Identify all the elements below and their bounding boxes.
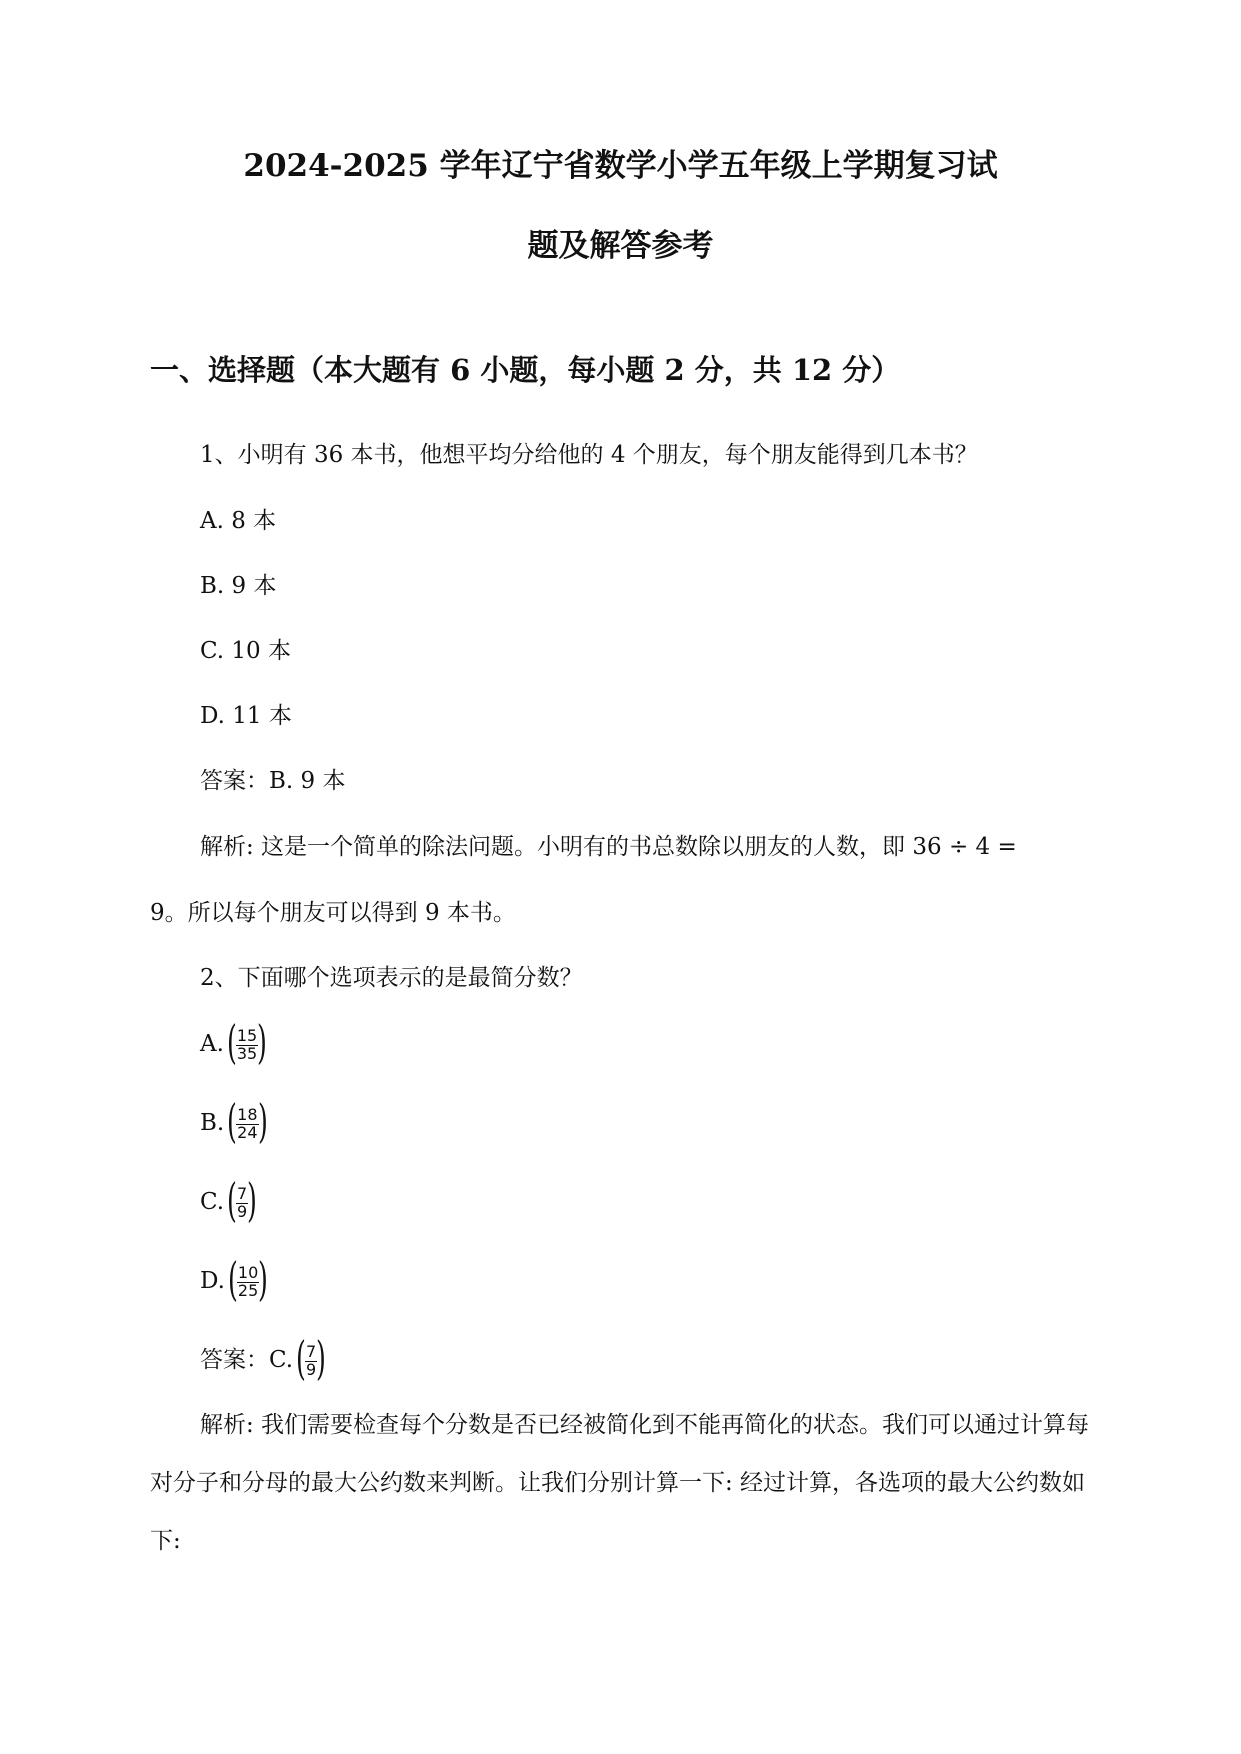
answer-prefix: 答案：C.: [200, 1347, 294, 1373]
right-paren: ): [316, 1331, 327, 1385]
fraction-d: [227, 1252, 269, 1306]
page-title-line-1: 2024-2025 学年辽宁省数学小学五年级上学期复习试: [243, 148, 998, 184]
fraction-b-numerator: 18: [237, 1104, 258, 1124]
question-1-analysis-line-1: 解析: 这是一个简单的除法问题。小明有的书总数除以朋友的人数，即 36 ÷ 4 =: [200, 834, 1017, 860]
answer-fraction: [296, 1331, 327, 1385]
right-paren: ): [247, 1173, 258, 1227]
question-1-option-b: B. 9 本: [200, 573, 277, 599]
left-paren: (: [227, 1252, 238, 1306]
answer-denominator: 9: [306, 1359, 317, 1379]
left-paren: (: [296, 1331, 307, 1385]
option-c-label: C.: [200, 1189, 225, 1215]
fraction-d-numerator: 10: [237, 1262, 259, 1282]
option-a-label: A.: [200, 1031, 224, 1057]
question-1-text: 1、小明有 36 本书，他想平均分给他的 4 个朋友，每个朋友能得到几本书？: [200, 442, 978, 468]
question-1-analysis-line-2: 9。所以每个朋友可以得到 9 本书。: [150, 900, 516, 926]
question-2-answer: [200, 1331, 327, 1385]
left-paren: (: [227, 1094, 238, 1148]
answer-numerator: 7: [306, 1341, 317, 1361]
right-paren: ): [257, 1094, 268, 1148]
fraction-a-denominator: 35: [236, 1043, 258, 1063]
right-paren: ): [257, 1015, 268, 1069]
page-title-line-2: 题及解答参考: [527, 228, 714, 264]
fraction-c-denominator: 9: [237, 1201, 248, 1221]
option-b-label: B.: [200, 1110, 225, 1136]
right-paren: ): [258, 1252, 269, 1306]
question-1-answer: 答案：B. 9 本: [200, 768, 346, 794]
question-1-option-c: C. 10 本: [200, 638, 291, 664]
question-2-option-a: [200, 1015, 268, 1069]
fraction-b-denominator: 24: [237, 1122, 258, 1142]
section-heading: 一、选择题（本大题有 6 小题，每小题 2 分，共 12 分）: [150, 353, 901, 387]
fraction-a: [226, 1015, 268, 1069]
fraction-c-numerator: 7: [237, 1183, 248, 1203]
question-2-option-c: [200, 1173, 258, 1227]
question-2-option-b: [200, 1094, 268, 1148]
question-2-text: 2、下面哪个选项表示的是最简分数？: [200, 965, 583, 991]
left-paren: (: [226, 1015, 237, 1069]
option-d-label: D.: [200, 1268, 225, 1294]
fraction-a-numerator: 15: [236, 1025, 258, 1045]
fraction-c: [227, 1173, 258, 1227]
question-1-option-a: A. 8 本: [200, 508, 277, 534]
question-2-option-d: [200, 1252, 269, 1306]
fraction-d-denominator: 25: [237, 1280, 259, 1300]
question-2-analysis: 解析: 我们需要检查每个分数是否已经被简化到不能再简化的状态。我们可以通过计算每对分子和分母的最大公约数来判断。让我们分别计算一下: 经过计算，各选项的最大公约数如下:: [150, 1412, 1090, 1554]
fraction-b: [227, 1094, 268, 1148]
question-1-option-d: D. 11 本: [200, 703, 292, 729]
left-paren: (: [227, 1173, 238, 1227]
